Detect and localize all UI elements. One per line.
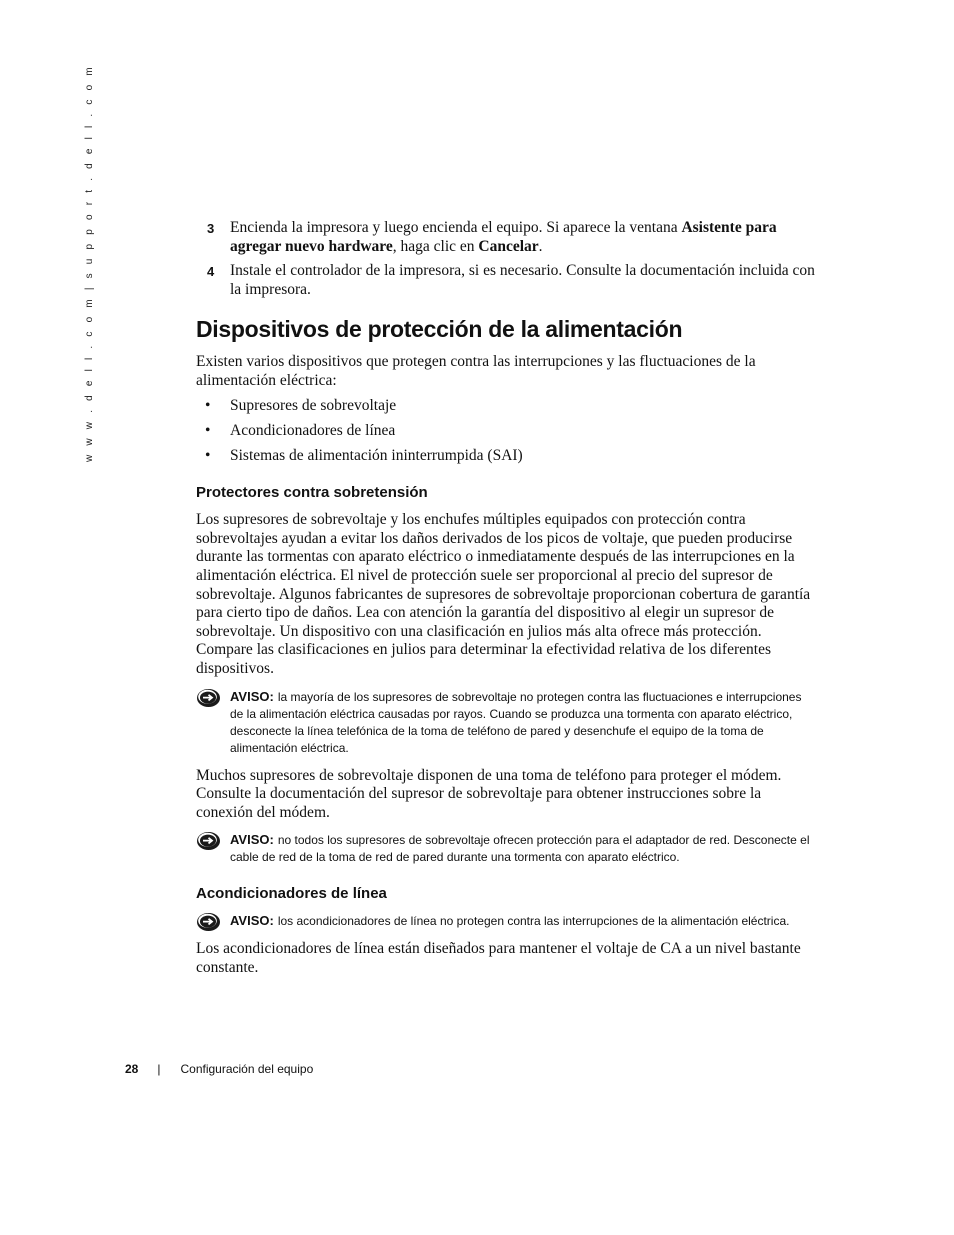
section-heading: Dispositivos de protección de la alimentación bbox=[196, 316, 683, 342]
step-text: . bbox=[538, 238, 543, 255]
step-item bbox=[196, 261, 816, 299]
side-url: w w w . d e l l . c o m | s u p p o r t . d e l l . c o m bbox=[84, 64, 95, 462]
list-item: • Sistemas de alimentación ininterrumpida (SAI) bbox=[205, 447, 523, 465]
paragraph: Los acondicionadores de línea están diseñados para mantener el voltaje de CA a un nivel bastante constante. bbox=[196, 940, 801, 976]
bullet: • bbox=[205, 447, 211, 465]
intro-paragraph: Existen varios dispositivos que protegen contra las interrupciones y las fluctuaciones de la alimentación eléctrica: bbox=[196, 353, 756, 389]
page-number: 28 bbox=[125, 1062, 139, 1076]
page-content bbox=[196, 218, 816, 978]
step-text: , haga clic en bbox=[392, 238, 479, 255]
bullet: • bbox=[205, 422, 211, 440]
notice-text: no todos los supresores de sobrevoltaje ofrecen protección para el adaptador de red. Desconecte el cable de red de la toma de red de pared durante una tormenta con aparato eléctrico. bbox=[230, 833, 810, 865]
subsection-heading: Protectores contra sobretensión bbox=[196, 484, 428, 502]
step-number: 3 bbox=[207, 221, 215, 236]
notice-icon bbox=[196, 912, 222, 932]
notice-label: AVISO: bbox=[230, 832, 274, 848]
footer-separator: | bbox=[157, 1062, 161, 1076]
page-footer bbox=[125, 1062, 313, 1076]
step-text: Encienda la impresora y luego encienda el equipo. Si aparece la ventana bbox=[230, 219, 682, 236]
list-item: • Supresores de sobrevoltaje bbox=[205, 397, 397, 415]
cancel-label: Cancelar bbox=[478, 238, 539, 255]
notice-box bbox=[196, 688, 816, 757]
notice-box bbox=[196, 831, 816, 866]
step-number: 4 bbox=[207, 264, 215, 279]
paragraph: Muchos supresores de sobrevoltaje disponen de una toma de teléfono para proteger el módem. Consulte la documentación del supresor de sobrevoltaje para obtener instrucciones sobre la conexión del módem. bbox=[196, 766, 782, 821]
wizard-name: Asistente para agregar nuevo hardware bbox=[230, 219, 777, 255]
notice-icon bbox=[196, 688, 222, 708]
notice-icon bbox=[196, 831, 222, 851]
notice-box bbox=[196, 912, 816, 930]
notice-label: AVISO: bbox=[230, 913, 274, 929]
subsection-heading: Acondicionadores de línea bbox=[196, 885, 387, 903]
notice-text: los acondicionadores de línea no protegen contra las interrupciones de la alimentación eléctrica. bbox=[277, 914, 790, 929]
step-item bbox=[196, 218, 816, 256]
step-text: Instale el controlador de la impresora, si es necesario. Consulte la documentación incluida con la impresora. bbox=[230, 262, 815, 298]
paragraph: Los supresores de sobrevoltaje y los enchufes múltiples equipados con protección contra sobrevoltajes ayudan a evitar los daños derivados de los picos de voltaje, que pueden producirse durante las tormentas con aparato eléctrico o inmediatamente después de las interrupciones en la alimentación eléctrica. El nivel de protección suele ser proporcional al precio del supresor de sobrevoltaje. Algunos fabricantes de supresores de sobrevoltaje proporcionan cobertura de garantía para cierto tipo de daños. Lea con atención la garantía del dispositivo al elegir un supresor de sobrevoltaje. Un dispositivo con una clasificación en julios más alta ofrece más protección. Compare las clasificaciones en julios para determinar la efectividad relativa de los diferentes dispositivos. bbox=[196, 511, 811, 677]
device-list bbox=[196, 396, 816, 465]
list-item: • Acondicionadores de línea bbox=[205, 422, 396, 440]
notice-text: la mayoría de los supresores de sobrevoltaje no protegen contra las fluctuaciones e interrupciones de la alimentación eléctrica causadas por rayos. Cuando se produzca una tormenta con aparato eléctrico, desconecte la línea telefónica de la toma de teléfono de pared y desenchufe el equipo de la toma de alimentación eléctrica. bbox=[230, 689, 802, 755]
bullet: • bbox=[205, 397, 211, 415]
chapter-title: Configuración del equipo bbox=[180, 1062, 314, 1076]
notice-label: AVISO: bbox=[230, 688, 274, 704]
